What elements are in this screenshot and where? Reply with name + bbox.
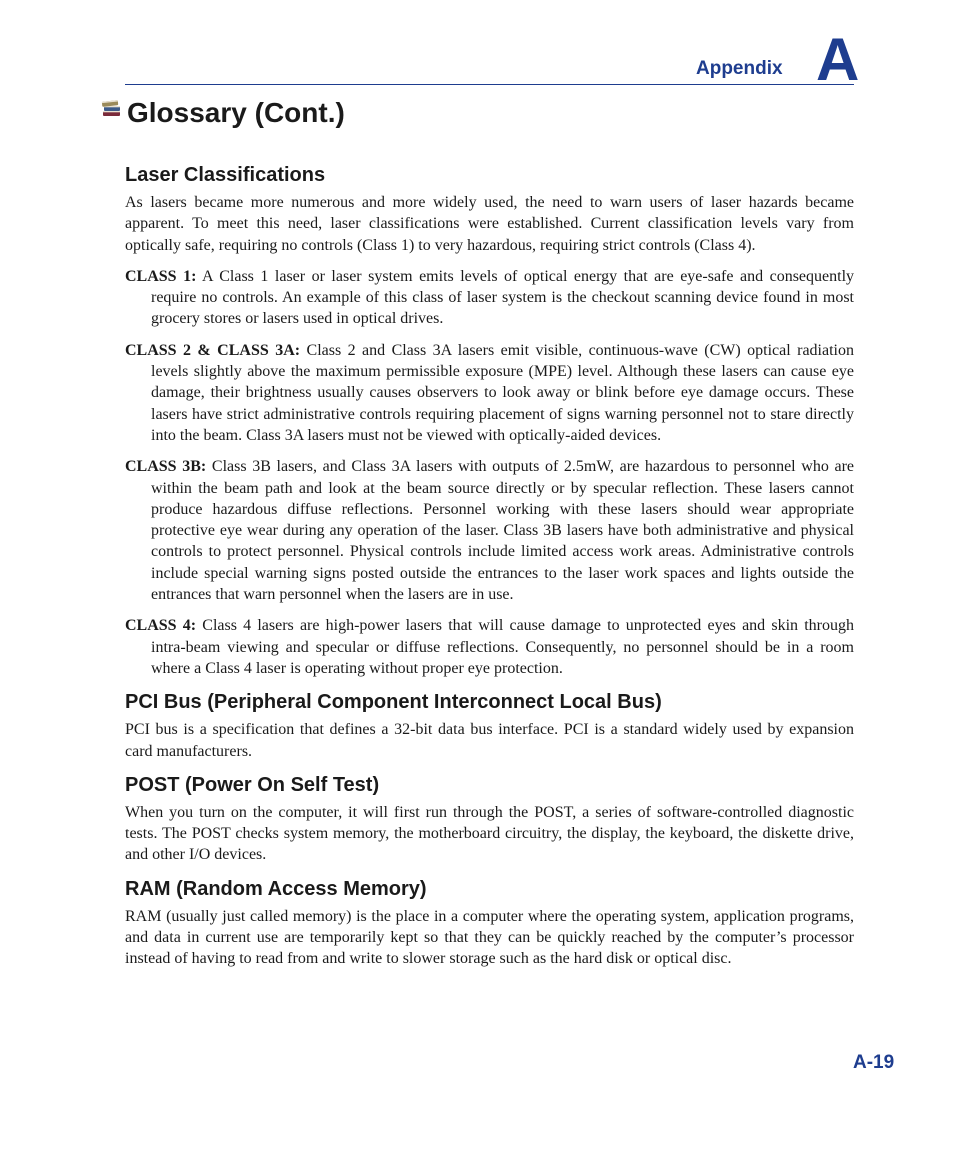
appendix-label: Appendix <box>696 58 783 79</box>
section-heading-ram: RAM (Random Access Memory) <box>125 877 427 900</box>
class-label: CLASS 3B: <box>125 458 207 476</box>
page-number: A-19 <box>853 1052 895 1073</box>
class-label: CLASS 4: <box>125 617 197 635</box>
laser-class-item <box>125 456 854 605</box>
class-text: Class 4 lasers are high-power lasers that will cause damage to unprotected eyes and skin through intra-beam viewing and specular or diffuse reflections. Consequently, no personnel should be in a room where a Class 4 laser is operating without proper eye protection. <box>151 617 854 677</box>
section-heading-pci: PCI Bus (Peripheral Component Interconnect Local Bus) <box>125 691 662 714</box>
appendix-letter: A <box>816 26 860 93</box>
laser-class-item <box>125 615 854 679</box>
laser-class-item <box>125 340 854 446</box>
post-text: When you turn on the computer, it will first run through the POST, a series of software-controlled diagnostic tests. The POST checks system memory, the motherboard circuitry, the display, the keyboard, the diskette drive, and other I/O devices. <box>125 803 854 864</box>
class-text: Class 3B lasers, and Class 3A lasers with outputs of 2.5mW, are hazardous to personnel who are within the beam path and look at the beam source directly or by specular reflection. These lasers cannot produce hazardous diffuse reflections. Personnel working with these lasers should wear appropriate protective eye wear during any operation of the laser. Class 3B lasers have both administrative and physical controls to protect personnel. Physical controls include limited access work areas. Administrative controls include special warning signs posted outside the entrances to the laser work spaces and lights outside the entrances that warn personnel when the lasers are in use. <box>151 458 855 604</box>
section-heading-post: POST (Power On Self Test) <box>125 773 380 796</box>
header-rule <box>125 84 854 85</box>
section-heading-laser: Laser Classifications <box>125 164 326 186</box>
laser-class-item <box>125 266 854 330</box>
class-text: A Class 1 laser or laser system emits levels of optical energy that are eye-safe and consequently require no controls. An example of this class of laser system is the checkout scanning device found in most grocery stores or lasers used in optical drives. <box>151 267 855 328</box>
stacked-books-icon <box>101 94 123 116</box>
pci-text: PCI bus is a specification that defines a 32-bit data bus interface. PCI is a standard widely used by expansion card manufacturers. <box>125 721 854 760</box>
class-label: CLASS 2 & CLASS 3A: <box>125 341 301 359</box>
ram-text: RAM (usually just called memory) is the place in a computer where the operating system, application programs, and data in current use are temporarily kept so that they can be quickly reached by the computer’s processor instead of having to read from and write to slower storage such as the hard disk or optical disc. <box>125 907 854 968</box>
laser-intro: As lasers became more numerous and more widely used, the need to warn users of laser hazards became apparent. To meet this need, laser classifications were established. Current classification levels vary from optically safe, requiring no controls (Class 1) to very hazardous, requiring strict controls (Class 4). <box>125 194 854 254</box>
class-text: Class 2 and Class 3A lasers emit visible, continuous-wave (CW) optical radiation levels slightly above the maximum permissible exposure (MPE) level. Although these lasers can cause eye damage, their brightness usually causes observers to look away or blink before eye damage occurs. These lasers have strict administrative controls requiring placement of signs warning personnel not to stare directly into the beam. Class 3A lasers must not be viewed with optically-aided devices. <box>151 341 854 444</box>
page-title-text: Glossary (Cont.) <box>127 97 345 128</box>
glossary-content <box>125 162 854 980</box>
class-label: CLASS 1: <box>125 267 197 285</box>
page-title <box>101 94 345 129</box>
